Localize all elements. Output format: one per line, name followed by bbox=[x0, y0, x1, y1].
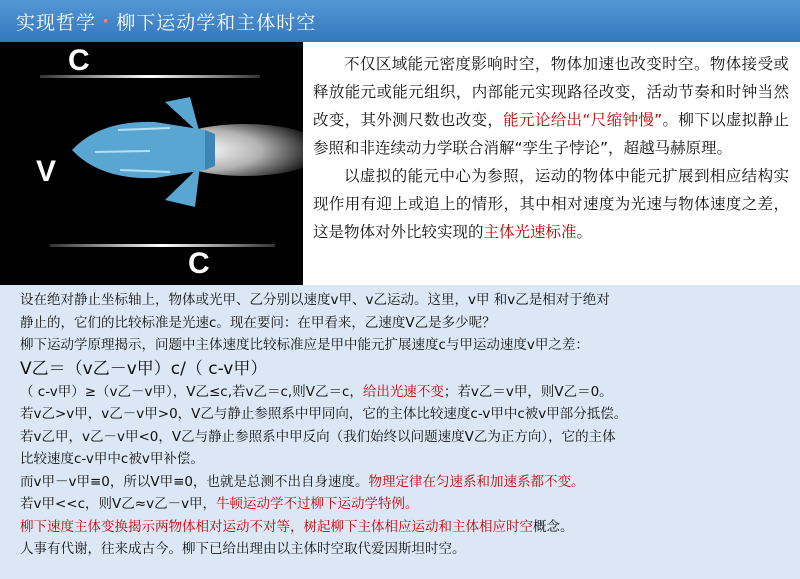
paragraph-1 bbox=[313, 50, 789, 162]
p1-highlight: 能元论给出“尺缩钟慢” bbox=[503, 111, 663, 129]
text-line-7: 若v乙甲，v乙－v甲<0，V乙与静止参照系中甲反向（我们始终以问题速度V乙为正方向），它的主体 bbox=[20, 428, 616, 445]
text-line-5 bbox=[20, 381, 790, 404]
p1-text: 不仅区域能元密度影响时空，物体加速也改变时空。物体接受或释放能元或能元组织，内部能元实现路径改变，活动节奏和时钟当然改变，其外测尺数也改变， bbox=[313, 55, 789, 129]
line5-text: （ c-v甲）≥（v乙－v甲），V乙≤c,若v乙＝c,则V乙＝c， bbox=[20, 383, 363, 400]
light-line-bottom bbox=[50, 244, 275, 247]
line9-highlight: 物理定律在匀速系和加速系都不变。 bbox=[368, 473, 585, 490]
derivation-section bbox=[0, 285, 800, 579]
line10-text: 若v甲<<c，则V乙≈v乙－v甲， bbox=[20, 496, 217, 512]
text-line-6: 若v乙>v甲，v乙－v甲>0，V乙与静止参照系中甲同向，它的主体比较速度c-v甲中c被v甲部分抵偿。 bbox=[20, 406, 628, 422]
title-bar bbox=[0, 0, 800, 42]
label-c-bottom: C bbox=[188, 247, 210, 280]
text-line-10 bbox=[20, 493, 790, 516]
intro-text bbox=[313, 50, 789, 246]
text-line-12: 人事有代谢，往来成古今。柳下已给出理由以主体时空取代爱因斯坦时空。 bbox=[20, 541, 466, 557]
text-line-2: 静止的，它们的比较标准是光速c。现在要问：在甲看来，乙速度V乙是多少呢？ bbox=[20, 314, 496, 331]
text-line-3: 柳下运动学原理揭示，问题中主体速度比较标准应是甲中能元扩展速度c与甲运动速度v甲之差： bbox=[20, 337, 589, 353]
text-line-8: 比较速度c-v甲中c被v甲补偿。 bbox=[20, 451, 204, 467]
text-line-9 bbox=[20, 471, 790, 494]
velocity-formula: V乙＝（v乙－v甲）c/（ c-v甲） bbox=[20, 358, 268, 379]
label-v: V bbox=[36, 155, 57, 188]
line11-text-end: 概念。 bbox=[533, 518, 574, 535]
title-part2: 柳下运动学和主体时空 bbox=[116, 11, 317, 34]
text-line-1: 设在绝对静止坐标轴上，物体或光甲、乙分别以速度v甲、v乙运动。这里，v甲 和v乙是相对于绝对 bbox=[20, 292, 610, 308]
rocket-body bbox=[72, 97, 215, 207]
p2-highlight: 主体光速标准 bbox=[483, 223, 577, 241]
line10-highlight: 牛顿运动学不过柳下运动学特例。 bbox=[216, 496, 419, 512]
text-line-11 bbox=[20, 516, 790, 539]
title-separator: · bbox=[102, 10, 111, 32]
line5-text-end: ；若v乙＝v甲，则V乙＝0。 bbox=[443, 383, 613, 400]
line9-text: 而v甲－v甲≡0，所以V甲≡0，也就是总测不出自身速度。 bbox=[20, 473, 369, 490]
label-c-top: C bbox=[68, 44, 90, 77]
line5-highlight: 给出光速不变 bbox=[362, 383, 444, 400]
p2-text-end: 。 bbox=[576, 223, 593, 241]
line11-highlight: 柳下速度主体变换揭示两物体相对运动不对等，树起柳下主体相应运动和主体相应时空 bbox=[20, 518, 533, 535]
rocket-illustration bbox=[0, 42, 303, 285]
p2-text: 以虚拟的能元中心为参照，运动的物体中能元扩展到相应结构实现作用有迎上或追上的情形，其中相对速度为光速与物体速度之差，这是物体对外比较实现的 bbox=[313, 167, 789, 241]
paragraph-2 bbox=[313, 162, 789, 246]
p1-text-end: 。柳下以虚拟静止参照和非连续动力学联合消解“孪生子悖论”，超越马赫原理。 bbox=[313, 111, 789, 157]
title-part1: 实现哲学 bbox=[16, 11, 97, 34]
